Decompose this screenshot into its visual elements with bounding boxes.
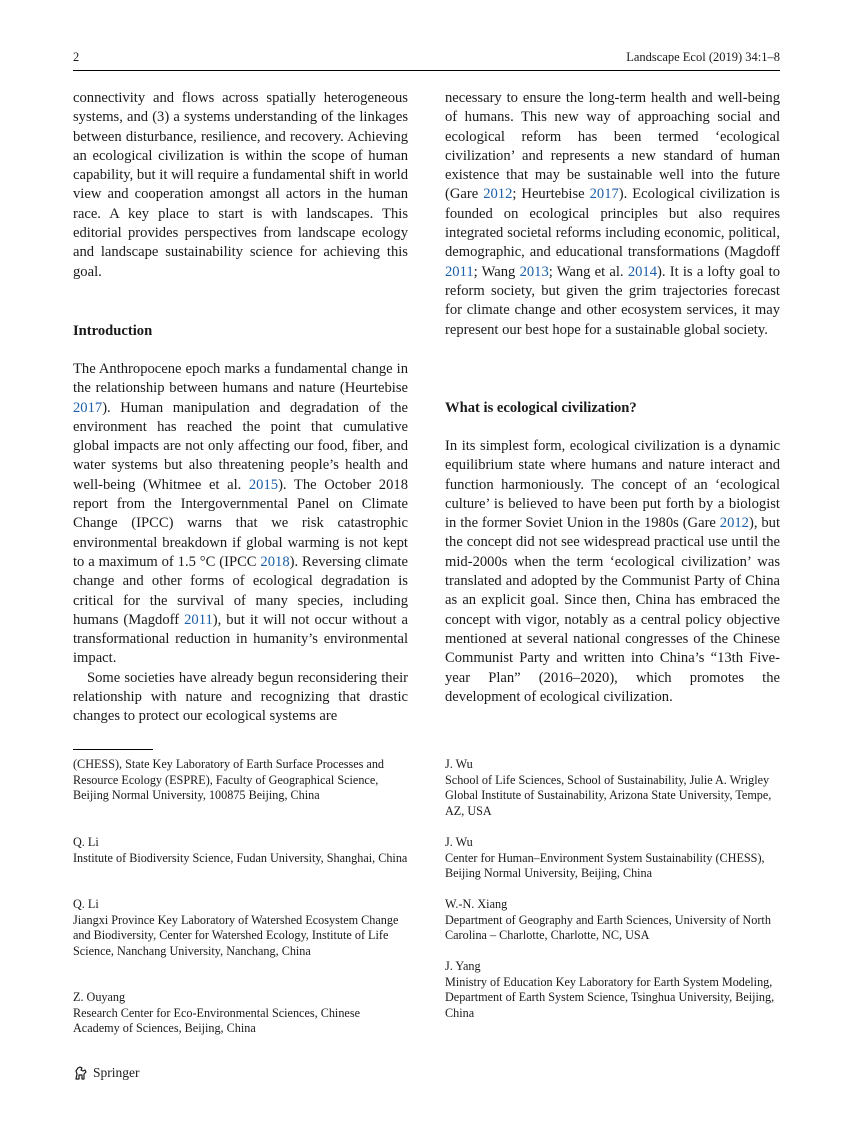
paragraph-text: ; Wang et al. [548,263,628,280]
affiliation [445,757,780,819]
citation-link[interactable]: 2012 [483,186,513,203]
affiliation-text: Institute of Biodiversity Science, Fudan University, Shanghai, China [73,850,408,865]
page-number: 2 [73,50,80,64]
paragraph-societies: Some societies have already begun reconsidering their relationship with nature and recognizing that drastic changes to protect our ecological systems are [73,669,408,725]
author-name: Q. Li [73,835,99,849]
citation-link[interactable]: 2017 [73,399,103,416]
paragraph-text: ). It is a lofty goal to reform society, but given the grim trajectories forecast for climate change and other ecosystem services, it may represent our best hope for a sustainable global society. [445,263,780,338]
citation-link[interactable]: 2017 [589,186,619,203]
affiliation [445,959,780,1021]
author-name: J. Wu [445,835,473,849]
section-heading-what-is: What is ecological civilization? [445,400,637,416]
author-name: J. Wu [445,757,473,771]
author-name: Z. Ouyang [73,990,126,1004]
paragraph-text: ). Reversing climate change and other forms of ecological degradation is critical for the survival of many species, including humans (Magdoff [73,553,408,628]
springer-horse-icon [73,1065,89,1081]
publisher-footer [73,1065,140,1081]
affiliation-text: School of Life Sciences, School of Sustainability, Julie A. Wrigley Global Institute of Sustainability, Arizona State University, Tempe, AZ, USA [445,772,772,818]
affiliation-text: (CHESS), State Key Laboratory of Earth Surface Processes and Resource Ecology (ESPRE), Faculty of Geographical Science, Beijing Normal University, 100875 Beijing, China [73,757,385,803]
paragraph-text: ; Wang [473,263,520,280]
citation-link[interactable]: 2014 [627,263,657,280]
right-column-body [445,437,780,707]
journal-citation: Landscape Ecol (2019) 34:1–8 [626,50,780,64]
right-column [445,89,780,340]
section-heading-introduction: Introduction [73,323,153,339]
paragraph-text: The Anthropocene epoch marks a fundamental change in the relationship between humans and nature (Heurtebise [73,361,408,397]
paragraph-text: ), but the concept did not see widespread practical use until the mid-2000s when the term ‘ecological civilization’ was translated and adopted by the Communist Party of China as an explicit goal. Since then, China has embraced the concept with vigor, notably as a central policy objective mentioned at several national congresses of the Chinese Communist Party and written into China’s “13th Five-year Plan” (2016–2020), which promotes the development of ecological civilization. [445,515,780,705]
citation-link[interactable]: 2018 [260,553,290,570]
affiliation [445,897,780,944]
affiliation-text: Department of Geography and Earth Sciences, University of North Carolina – Charlotte, Charlotte, NC, USA [445,912,771,943]
affiliation-text: Ministry of Education Key Laboratory for Earth System Modeling, Department of Earth System Science, Tsinghua University, Beijing, China [445,974,775,1020]
paragraph-anthropocene [73,360,408,669]
citation-link[interactable]: 2011 [184,611,213,628]
paragraph-text: ; Heurtebise [512,186,590,203]
affiliation [445,835,780,882]
affiliation-text: Center for Human–Environment System Sustainability (CHESS), Beijing Normal University, Beijing, China [445,850,765,881]
affiliation [73,757,408,804]
paragraph-text: necessary to ensure the long-term health and well-being of humans. This new way of approaching social and ecological reform has been termed ‘ecological civilization’ and represents a new standard of human existence that may be sustainable well into the future (Gare [445,90,780,203]
paragraph-text: ). Ecological civilization is founded on ecological principles but also requires integrated societal reforms including economic, political, demographic, and educational transformations (Magdoff [445,186,780,261]
left-column-section [73,322,408,341]
author-name: Q. Li [73,897,99,911]
right-column-section [445,399,780,418]
paragraph-text: ). Human manipulation and degradation of the environment has reached the point that cumulative global impacts are not only affecting our food, fiber, and water systems but also threatening people’s health and well-being (Whitmee et al. [73,399,408,493]
intro-paragraph: connectivity and flows across spatially heterogeneous systems, and (3) a systems understanding of the linkages between disturbance, resilience, and recovery. Achieving an ecological civilization is within the scope of human capability, but it will require a fundamental shift in world view and cooperation amongst all actors in the human race. A key place to start is with landscapes. This editorial provides perspectives from landscape ecology and landscape sustainability science for achieving this goal. [73,90,408,280]
citation-link[interactable]: 2013 [519,263,549,280]
citation-link[interactable]: 2015 [248,476,279,493]
author-name: W.-N. Xiang [445,897,508,911]
affiliation-text: Jiangxi Province Key Laboratory of Watershed Ecosystem Change and Biodiversity, Center for Watershed Ecology, Institute of Life Science, Nanchang University, Nanchang, China [73,912,399,958]
paragraph-simplest-form [445,437,780,707]
header-rule [73,70,780,71]
author-name: J. Yang [445,959,481,973]
citation-link[interactable]: 2011 [445,263,474,280]
paragraph-reform [445,89,780,340]
paragraph-text: ), but it will not occur without a transformational reduction in humanity’s environmental impact. [73,611,409,667]
footnote-rule [73,749,153,750]
left-column-body [73,360,408,727]
running-header [73,50,780,66]
left-column [73,89,408,282]
paragraph-text: ). The October 2018 report from the Intergovernmental Panel on Climate Change (IPCC) warns that we risk catastrophic environmental breakdown if global warming is not kept to a maximum of 1.5 °C (IPCC [73,476,408,570]
affiliation [73,897,408,959]
affiliation [73,835,408,866]
citation-link[interactable]: 2012 [719,515,749,532]
affiliation [73,990,408,1037]
publisher-name: Springer [93,1065,140,1080]
affiliation-text: Research Center for Eco-Environmental Sciences, Chinese Academy of Sciences, Beijing, China [73,1005,360,1036]
paragraph-text: In its simplest form, ecological civilization is a dynamic equilibrium state where humans and nature interact and function harmoniously. The concept of an ‘ecological culture’ is believed to have been put forth by a biologist in the former Soviet Union in the 1980s (Gare [445,438,780,532]
